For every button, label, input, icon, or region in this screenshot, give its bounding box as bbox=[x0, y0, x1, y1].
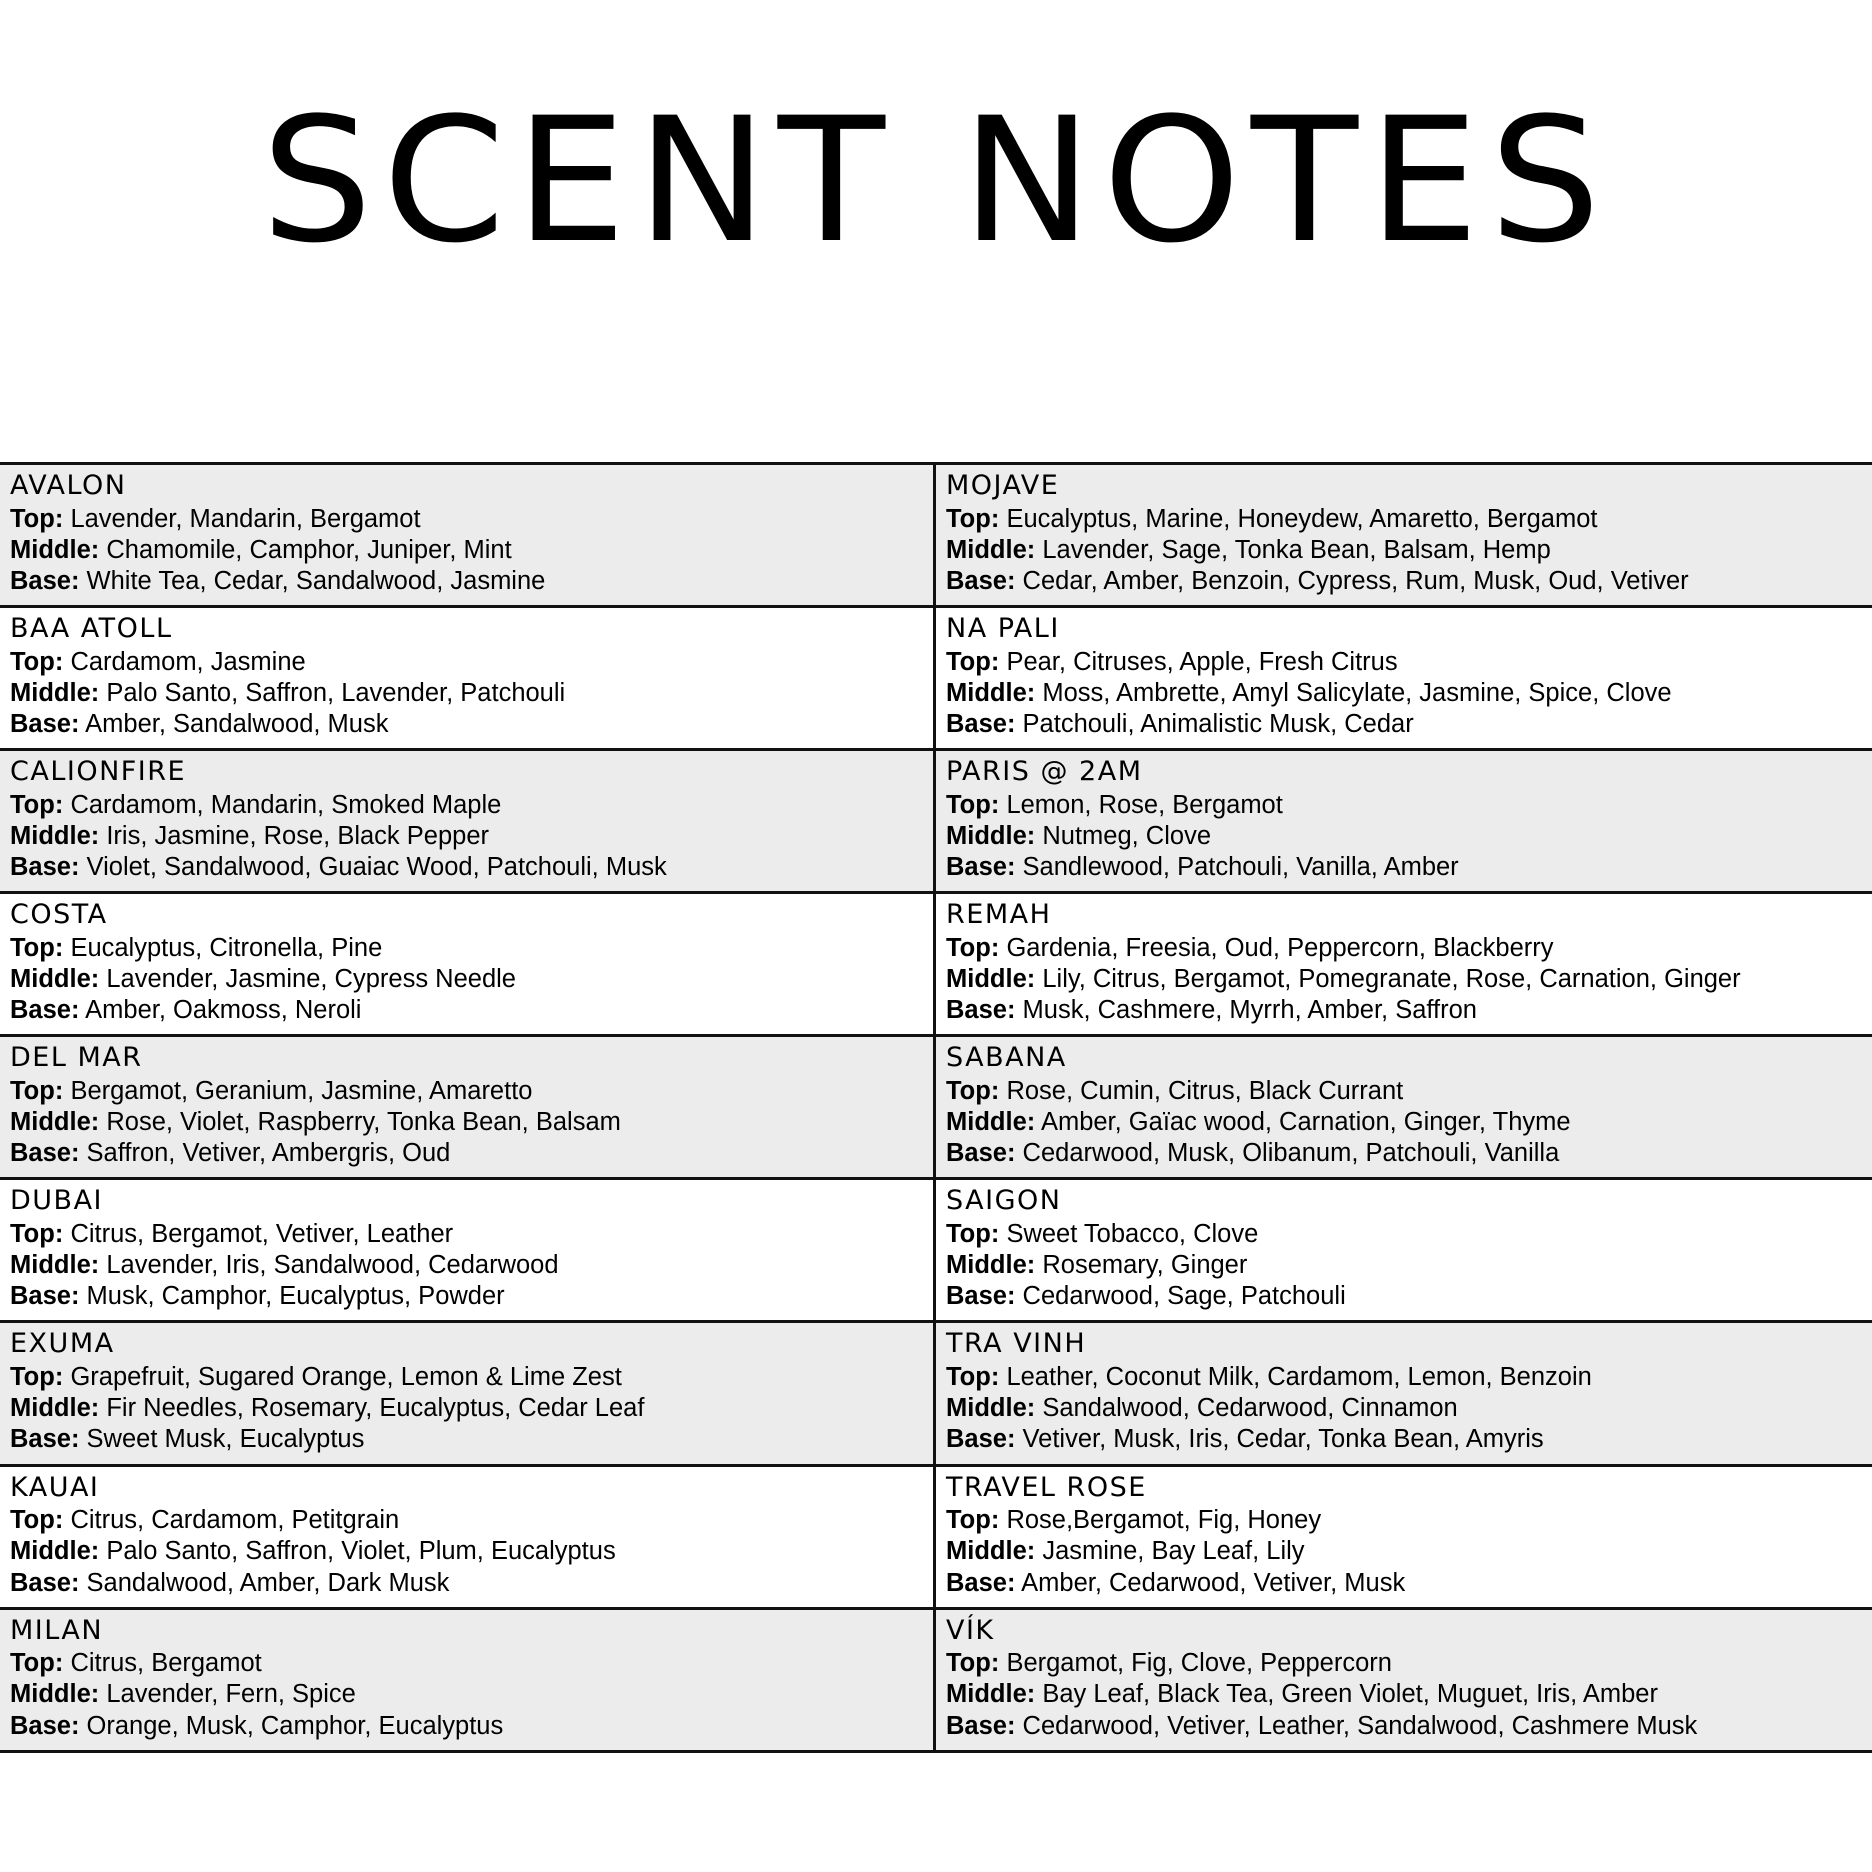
scent-name: DEL MAR bbox=[10, 1042, 143, 1074]
scent-name: MOJAVE bbox=[946, 470, 1060, 501]
top-value: Bergamot, Fig, Clove, Peppercorn bbox=[1006, 1649, 1392, 1678]
top-value: Citrus, Bergamot, Vetiver, Leather bbox=[70, 1220, 454, 1249]
middle-value: Palo Santo, Saffron, Violet, Plum, Eucalyptus bbox=[106, 1537, 616, 1566]
base-notes bbox=[946, 995, 1862, 1026]
middle-label: Middle: bbox=[946, 1108, 1036, 1137]
top-label: Top: bbox=[946, 790, 1000, 819]
middle-notes bbox=[10, 535, 923, 566]
list-item bbox=[936, 1467, 1872, 1610]
base-notes bbox=[10, 995, 923, 1026]
base-value: Amber, Oakmoss, Neroli bbox=[85, 996, 362, 1025]
list-item bbox=[0, 608, 933, 751]
base-label: Base: bbox=[946, 710, 1016, 739]
base-notes bbox=[946, 1281, 1862, 1312]
list-item bbox=[936, 1323, 1872, 1466]
base-notes bbox=[10, 1281, 923, 1312]
base-value: Sweet Musk, Eucalyptus bbox=[86, 1425, 365, 1454]
top-value: Eucalyptus, Marine, Honeydew, Amaretto, Bergamot bbox=[1006, 504, 1598, 533]
base-label: Base: bbox=[10, 1139, 80, 1168]
top-label: Top: bbox=[946, 1506, 1000, 1535]
top-value: Bergamot, Geranium, Jasmine, Amaretto bbox=[70, 1077, 533, 1106]
top-value: Leather, Coconut Milk, Cardamom, Lemon, Benzoin bbox=[1006, 1363, 1592, 1392]
top-label: Top: bbox=[946, 1220, 1000, 1249]
middle-notes bbox=[10, 678, 923, 709]
scent-name: BAA ATOLL bbox=[10, 613, 173, 645]
middle-value: Lavender, Fern, Spice bbox=[106, 1680, 356, 1709]
middle-label: Middle: bbox=[946, 1537, 1036, 1566]
scent-notes-grid bbox=[0, 462, 1872, 1753]
top-label: Top: bbox=[946, 1077, 1000, 1106]
middle-label: Middle: bbox=[10, 535, 100, 564]
list-item bbox=[936, 894, 1872, 1037]
left-column bbox=[0, 465, 936, 1753]
base-label: Base: bbox=[10, 1282, 80, 1311]
middle-value: Moss, Ambrette, Amyl Salicylate, Jasmine, Spice, Clove bbox=[1042, 678, 1672, 707]
scent-name: KAUAI bbox=[10, 1471, 100, 1503]
list-item bbox=[936, 608, 1872, 751]
base-label: Base: bbox=[946, 566, 1016, 595]
base-value: Amber, Sandalwood, Musk bbox=[85, 710, 389, 739]
top-value: Cardamom, Jasmine bbox=[70, 647, 306, 676]
middle-label: Middle: bbox=[10, 678, 100, 707]
page-title: SCENT NOTES bbox=[261, 80, 1611, 281]
middle-notes bbox=[946, 1679, 1862, 1710]
top-notes bbox=[946, 1362, 1862, 1393]
base-label: Base: bbox=[10, 710, 80, 739]
base-value: Cedarwood, Sage, Patchouli bbox=[1022, 1282, 1346, 1311]
top-notes bbox=[946, 1648, 1862, 1679]
base-label: Base: bbox=[946, 996, 1016, 1025]
top-notes bbox=[10, 1505, 923, 1536]
top-label: Top: bbox=[10, 1506, 64, 1535]
top-value: Lemon, Rose, Bergamot bbox=[1006, 790, 1283, 819]
list-item bbox=[936, 751, 1872, 894]
list-item bbox=[0, 751, 933, 894]
scent-name: TRA VINH bbox=[946, 1328, 1087, 1360]
base-notes bbox=[946, 709, 1862, 740]
top-label: Top: bbox=[946, 1363, 1000, 1392]
middle-label: Middle: bbox=[946, 965, 1036, 994]
middle-notes bbox=[10, 964, 923, 995]
middle-value: Amber, Gaïac wood, Carnation, Ginger, Thyme bbox=[1040, 1108, 1571, 1137]
base-value: Cedarwood, Vetiver, Leather, Sandalwood, Cashmere Musk bbox=[1022, 1711, 1698, 1740]
base-label: Base: bbox=[10, 996, 80, 1025]
base-value: Sandlewood, Patchouli, Vanilla, Amber bbox=[1022, 853, 1459, 882]
top-value: Eucalyptus, Citronella, Pine bbox=[70, 933, 383, 962]
base-label: Base: bbox=[946, 1282, 1016, 1311]
middle-value: Rosemary, Ginger bbox=[1042, 1251, 1248, 1280]
list-item bbox=[936, 465, 1872, 608]
top-label: Top: bbox=[10, 933, 64, 962]
top-notes bbox=[946, 1505, 1862, 1536]
middle-notes bbox=[10, 1393, 923, 1424]
base-label: Base: bbox=[946, 853, 1016, 882]
scent-name: DUBAI bbox=[10, 1185, 104, 1217]
middle-value: Lavender, Jasmine, Cypress Needle bbox=[106, 965, 516, 994]
scent-name: CALIONFIRE bbox=[10, 756, 187, 788]
middle-notes bbox=[946, 1250, 1862, 1281]
middle-value: Nutmeg, Clove bbox=[1042, 822, 1211, 851]
top-label: Top: bbox=[10, 790, 64, 819]
middle-notes bbox=[946, 1107, 1862, 1138]
base-notes bbox=[10, 709, 923, 740]
middle-label: Middle: bbox=[10, 1537, 100, 1566]
top-notes bbox=[10, 790, 923, 821]
middle-notes bbox=[946, 821, 1862, 852]
top-notes bbox=[10, 1219, 923, 1250]
list-item bbox=[0, 1323, 933, 1466]
top-label: Top: bbox=[10, 1077, 64, 1106]
base-label: Base: bbox=[946, 1425, 1016, 1454]
base-value: Violet, Sandalwood, Guaiac Wood, Patchouli, Musk bbox=[86, 853, 667, 882]
middle-label: Middle: bbox=[10, 1251, 100, 1280]
middle-notes bbox=[946, 678, 1862, 709]
base-value: Sandalwood, Amber, Dark Musk bbox=[86, 1568, 450, 1597]
top-label: Top: bbox=[10, 1220, 64, 1249]
top-label: Top: bbox=[10, 1649, 64, 1678]
top-notes bbox=[946, 790, 1862, 821]
base-notes bbox=[10, 1424, 923, 1455]
base-notes bbox=[10, 1711, 923, 1742]
right-column bbox=[936, 465, 1872, 1753]
scent-name: PARIS @ 2AM bbox=[946, 756, 1143, 788]
top-label: Top: bbox=[946, 1649, 1000, 1678]
top-label: Top: bbox=[946, 647, 1000, 676]
middle-label: Middle: bbox=[946, 1394, 1036, 1423]
middle-value: Iris, Jasmine, Rose, Black Pepper bbox=[106, 822, 489, 851]
middle-value: Lavender, Iris, Sandalwood, Cedarwood bbox=[106, 1251, 559, 1280]
scent-name: VÍK bbox=[946, 1614, 995, 1646]
list-item bbox=[0, 1180, 933, 1323]
scent-name: REMAH bbox=[946, 899, 1052, 931]
middle-notes bbox=[946, 964, 1862, 995]
list-item bbox=[0, 1037, 933, 1180]
middle-notes bbox=[946, 1393, 1862, 1424]
base-notes bbox=[946, 566, 1862, 597]
scent-name: SABANA bbox=[946, 1042, 1067, 1074]
middle-value: Lavender, Sage, Tonka Bean, Balsam, Hemp bbox=[1042, 535, 1551, 564]
middle-label: Middle: bbox=[946, 1680, 1036, 1709]
scent-name: AVALON bbox=[10, 470, 127, 501]
base-notes bbox=[10, 566, 923, 597]
middle-label: Middle: bbox=[10, 1108, 100, 1137]
base-label: Base: bbox=[10, 1425, 80, 1454]
middle-notes bbox=[10, 821, 923, 852]
list-item bbox=[936, 1180, 1872, 1323]
base-notes bbox=[946, 1568, 1862, 1599]
base-value: Musk, Cashmere, Myrrh, Amber, Saffron bbox=[1022, 996, 1477, 1025]
scent-name: NA PALI bbox=[946, 613, 1060, 645]
top-notes bbox=[10, 504, 923, 535]
base-value: White Tea, Cedar, Sandalwood, Jasmine bbox=[86, 566, 546, 595]
scent-name: MILAN bbox=[10, 1614, 104, 1646]
top-notes bbox=[946, 647, 1862, 678]
middle-value: Fir Needles, Rosemary, Eucalyptus, Cedar Leaf bbox=[106, 1394, 645, 1423]
top-label: Top: bbox=[10, 504, 64, 533]
scent-name: EXUMA bbox=[10, 1328, 115, 1360]
list-item bbox=[936, 1610, 1872, 1753]
scent-name: SAIGON bbox=[946, 1185, 1062, 1217]
base-value: Amber, Cedarwood, Vetiver, Musk bbox=[1021, 1568, 1406, 1597]
top-notes bbox=[10, 933, 923, 964]
base-notes bbox=[946, 1711, 1862, 1742]
top-label: Top: bbox=[946, 933, 1000, 962]
middle-label: Middle: bbox=[10, 1680, 100, 1709]
middle-notes bbox=[10, 1250, 923, 1281]
top-value: Pear, Citruses, Apple, Fresh Citrus bbox=[1006, 647, 1398, 676]
top-value: Citrus, Bergamot bbox=[70, 1649, 262, 1678]
base-label: Base: bbox=[10, 853, 80, 882]
middle-notes bbox=[946, 1536, 1862, 1567]
middle-notes bbox=[10, 1536, 923, 1567]
top-notes bbox=[10, 647, 923, 678]
middle-value: Bay Leaf, Black Tea, Green Violet, Muguet, Iris, Amber bbox=[1042, 1680, 1658, 1709]
top-value: Rose,Bergamot, Fig, Honey bbox=[1006, 1506, 1322, 1535]
middle-value: Chamomile, Camphor, Juniper, Mint bbox=[106, 535, 512, 564]
list-item bbox=[0, 1467, 933, 1610]
top-notes bbox=[10, 1362, 923, 1393]
base-label: Base: bbox=[946, 1139, 1016, 1168]
middle-value: Rose, Violet, Raspberry, Tonka Bean, Balsam bbox=[106, 1108, 621, 1137]
top-notes bbox=[946, 504, 1862, 535]
middle-label: Middle: bbox=[946, 678, 1036, 707]
middle-label: Middle: bbox=[10, 1394, 100, 1423]
base-value: Vetiver, Musk, Iris, Cedar, Tonka Bean, Amyris bbox=[1022, 1425, 1544, 1454]
base-value: Patchouli, Animalistic Musk, Cedar bbox=[1022, 710, 1414, 739]
base-label: Base: bbox=[946, 1711, 1016, 1740]
middle-notes bbox=[946, 535, 1862, 566]
top-value: Cardamom, Mandarin, Smoked Maple bbox=[70, 790, 502, 819]
top-value: Citrus, Cardamom, Petitgrain bbox=[70, 1506, 400, 1535]
list-item bbox=[0, 894, 933, 1037]
base-notes bbox=[946, 1424, 1862, 1455]
middle-label: Middle: bbox=[946, 535, 1036, 564]
base-notes bbox=[10, 1568, 923, 1599]
list-item bbox=[0, 465, 933, 608]
top-value: Grapefruit, Sugared Orange, Lemon & Lime Zest bbox=[70, 1363, 622, 1392]
top-notes bbox=[946, 933, 1862, 964]
middle-notes bbox=[10, 1107, 923, 1138]
middle-value: Palo Santo, Saffron, Lavender, Patchouli bbox=[106, 678, 566, 707]
top-label: Top: bbox=[946, 504, 1000, 533]
base-value: Cedar, Amber, Benzoin, Cypress, Rum, Musk, Oud, Vetiver bbox=[1022, 566, 1689, 595]
top-value: Lavender, Mandarin, Bergamot bbox=[70, 504, 421, 533]
base-notes bbox=[10, 852, 923, 883]
base-label: Base: bbox=[946, 1568, 1016, 1597]
base-notes bbox=[10, 1138, 923, 1169]
middle-label: Middle: bbox=[10, 822, 100, 851]
top-value: Gardenia, Freesia, Oud, Peppercorn, Blackberry bbox=[1006, 933, 1554, 962]
base-notes bbox=[946, 1138, 1862, 1169]
top-notes bbox=[10, 1076, 923, 1107]
top-label: Top: bbox=[10, 647, 64, 676]
list-item bbox=[936, 1037, 1872, 1180]
base-label: Base: bbox=[10, 1711, 80, 1740]
middle-label: Middle: bbox=[946, 822, 1036, 851]
scent-name: TRAVEL ROSE bbox=[946, 1471, 1147, 1503]
top-notes bbox=[10, 1648, 923, 1679]
top-value: Sweet Tobacco, Clove bbox=[1006, 1220, 1259, 1249]
base-label: Base: bbox=[10, 566, 80, 595]
base-label: Base: bbox=[10, 1568, 80, 1597]
middle-value: Lily, Citrus, Bergamot, Pomegranate, Rose, Carnation, Ginger bbox=[1042, 965, 1741, 994]
base-value: Saffron, Vetiver, Ambergris, Oud bbox=[86, 1139, 451, 1168]
base-value: Cedarwood, Musk, Olibanum, Patchouli, Vanilla bbox=[1022, 1139, 1560, 1168]
scent-name: COSTA bbox=[10, 899, 108, 931]
top-label: Top: bbox=[10, 1363, 64, 1392]
base-value: Orange, Musk, Camphor, Eucalyptus bbox=[86, 1711, 504, 1740]
top-value: Rose, Cumin, Citrus, Black Currant bbox=[1006, 1077, 1404, 1106]
middle-label: Middle: bbox=[10, 965, 100, 994]
base-value: Musk, Camphor, Eucalyptus, Powder bbox=[86, 1282, 505, 1311]
top-notes bbox=[946, 1219, 1862, 1250]
middle-value: Sandalwood, Cedarwood, Cinnamon bbox=[1042, 1394, 1458, 1423]
middle-label: Middle: bbox=[946, 1251, 1036, 1280]
middle-value: Jasmine, Bay Leaf, Lily bbox=[1042, 1537, 1305, 1566]
base-notes bbox=[946, 852, 1862, 883]
middle-notes bbox=[10, 1679, 923, 1710]
top-notes bbox=[946, 1076, 1862, 1107]
list-item bbox=[0, 1610, 933, 1753]
